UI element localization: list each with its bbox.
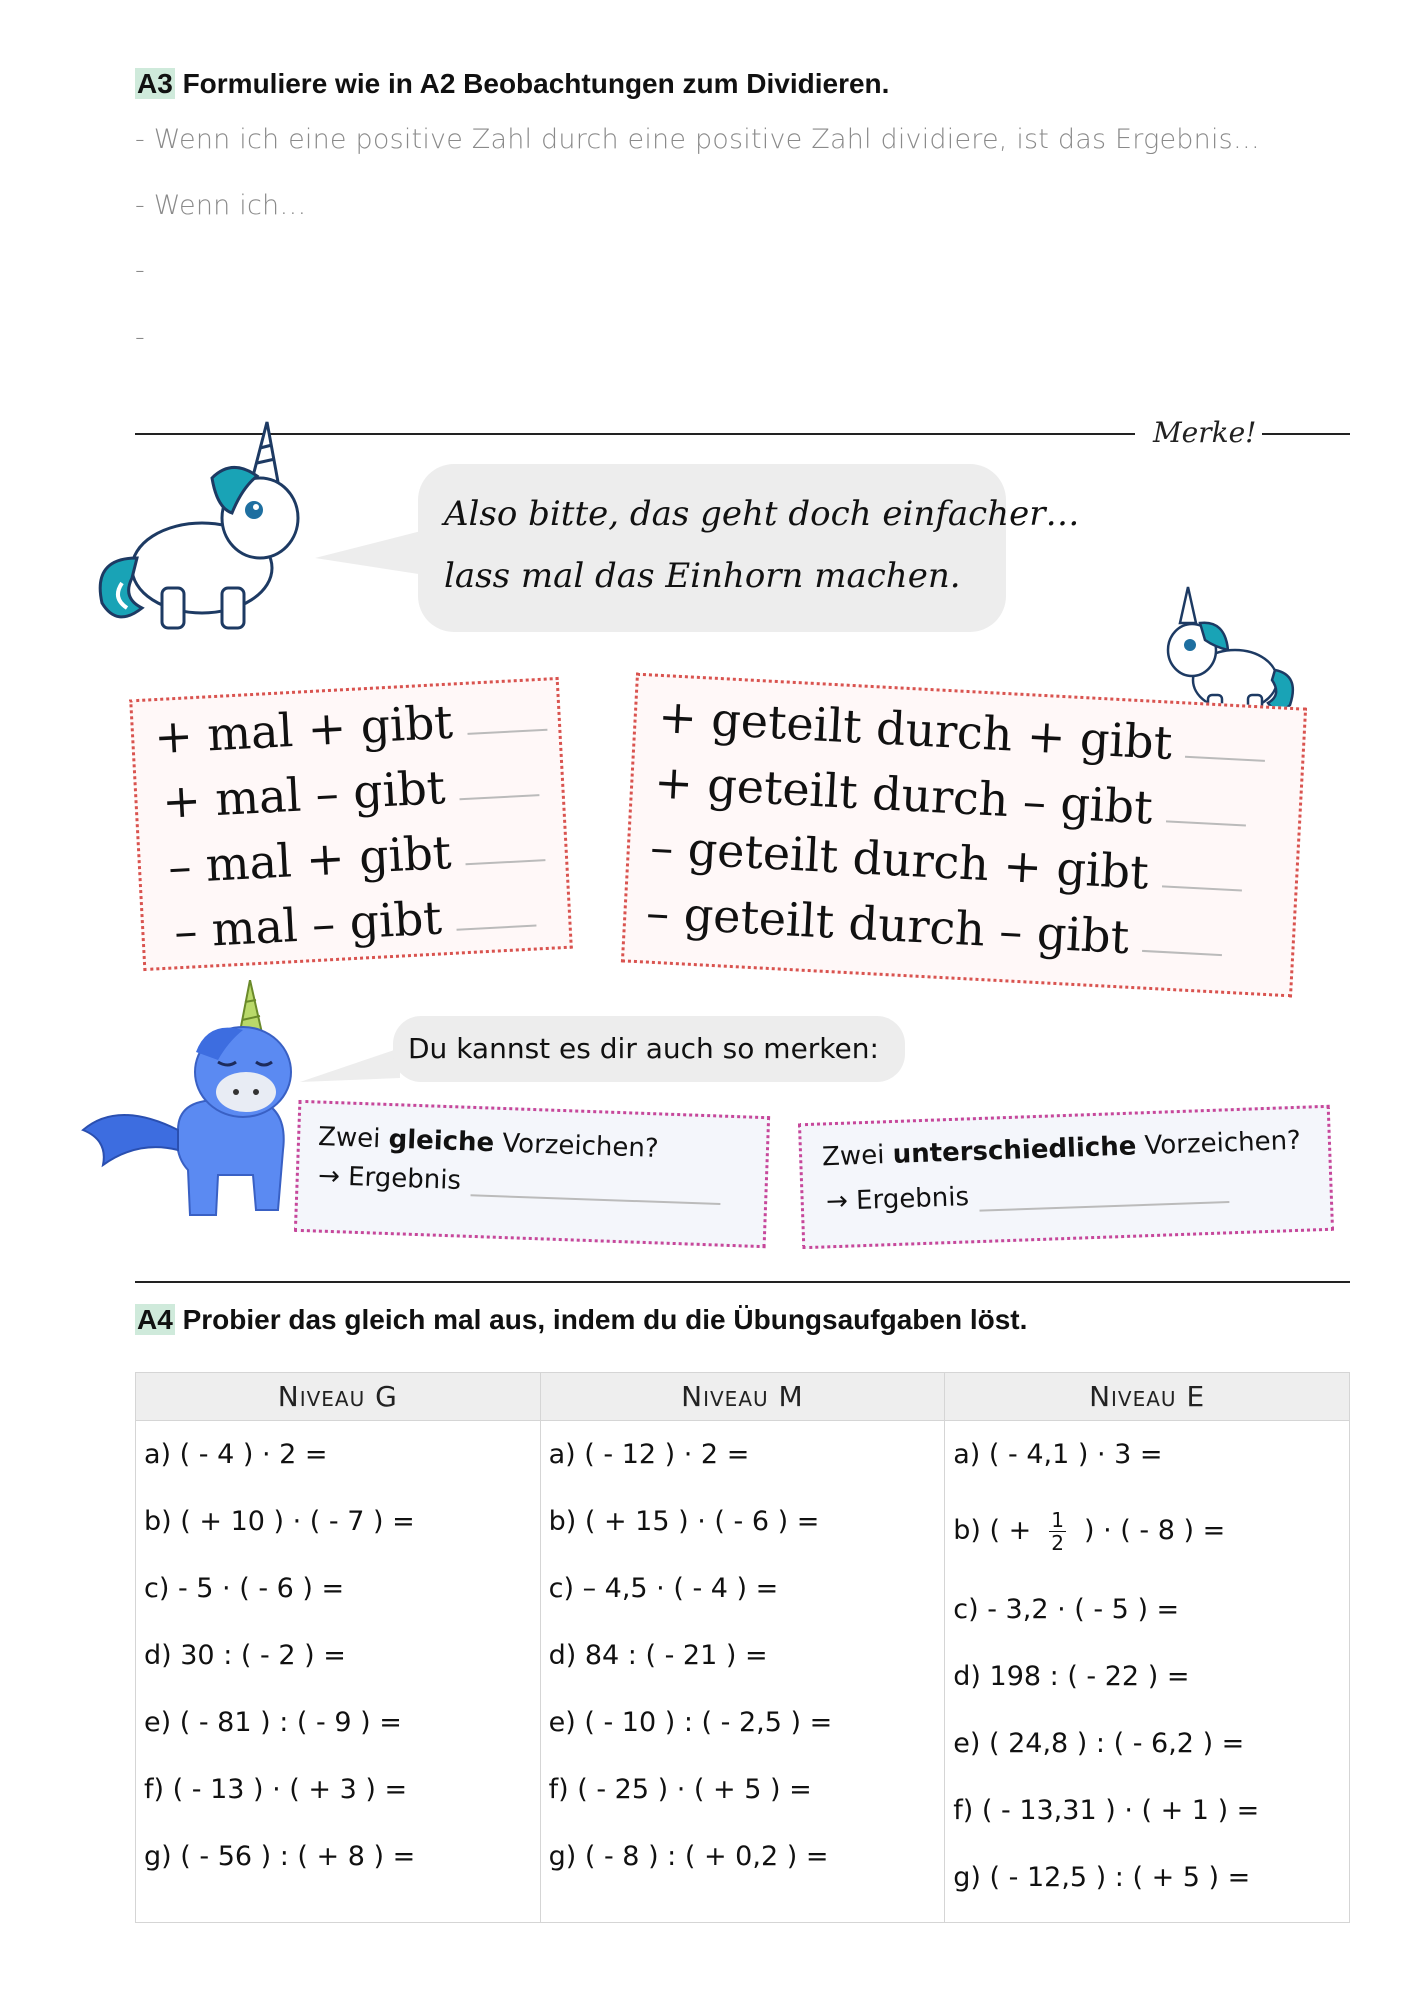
merke-divider-right xyxy=(1262,433,1350,435)
task-m-c: c) – 4,5 · ( - 4 ) = xyxy=(548,1573,779,1604)
task-g-b: b) ( + 10 ) · ( - 7 ) = xyxy=(144,1506,415,1537)
a4-tag: A4 xyxy=(137,1304,173,1335)
level-e-label: Niveau xyxy=(1089,1380,1177,1413)
task-m-b: b) ( + 15 ) · ( - 6 ) = xyxy=(548,1506,820,1537)
geteilt-rule-3-text: – geteilt durch + gibt xyxy=(648,819,1150,900)
task-e-f: f) ( - 13,31 ) · ( + 1 ) = xyxy=(953,1795,1260,1826)
task-e-g: g) ( - 12,5 ) : ( + 5 ) = xyxy=(953,1862,1251,1893)
same-sign-bold: gleiche xyxy=(388,1124,495,1159)
task-e-b xyxy=(953,1496,1349,1584)
a4-heading xyxy=(135,1304,1027,1336)
geteilt-rule-1-text: + geteilt durch + gibt xyxy=(657,689,1174,770)
bubble-line-2: lass mal das Einhorn machen. xyxy=(444,556,961,596)
a3-title: Formuliere wie in A2 Beobachtungen zum Dividieren. xyxy=(174,68,890,99)
fraction-numerator: 1 xyxy=(1051,1508,1064,1532)
mal-rule-4-blank xyxy=(455,907,536,931)
level-header-g xyxy=(136,1373,541,1421)
level-m-letter: M xyxy=(778,1380,804,1413)
a3-line-2: - Wenn ich… xyxy=(135,190,307,221)
task-e-b-prefix: b) ( + xyxy=(953,1515,1032,1546)
section-divider xyxy=(135,1281,1350,1283)
a4-title: Probier das gleich mal aus, indem du die Übungsaufgaben löst. xyxy=(174,1304,1028,1335)
task-m-e: e) ( - 10 ) : ( - 2,5 ) = xyxy=(548,1707,833,1738)
task-g-d: d) 30 : ( - 2 ) = xyxy=(144,1640,346,1671)
task-g-c: c) - 5 · ( - 6 ) = xyxy=(144,1573,345,1604)
level-header-m xyxy=(540,1373,945,1421)
task-e-b-suffix: ) · ( - 8 ) = xyxy=(1084,1515,1226,1546)
task-g-f: f) ( - 13 ) · ( + 3 ) = xyxy=(144,1774,408,1805)
a3-line-4: - xyxy=(135,322,145,353)
different-sign-result-text: → Ergebnis xyxy=(825,1182,970,1218)
bubble-line-1: Also bitte, das geht doch einfacher… xyxy=(444,494,1080,534)
a3-line-3: - xyxy=(135,255,145,286)
mal-rule-2-blank xyxy=(459,776,540,800)
task-m-g: g) ( - 8 ) : ( + 0,2 ) = xyxy=(548,1841,829,1872)
merke-label: Merke! xyxy=(1153,416,1257,449)
task-g-g: g) ( - 56 ) : ( + 8 ) = xyxy=(144,1841,416,1872)
level-g-tasks xyxy=(136,1421,541,1923)
task-e-e: e) ( 24,8 ) : ( - 6,2 ) = xyxy=(953,1728,1245,1759)
exercise-table xyxy=(135,1372,1350,1923)
mal-rule-3-blank xyxy=(465,841,546,865)
level-e-letter: E xyxy=(1186,1380,1206,1413)
task-e-a: a) ( - 4,1 ) · 3 = xyxy=(953,1439,1163,1470)
geteilt-rule-4-blank xyxy=(1142,932,1223,956)
same-sign-suffix: Vorzeichen? xyxy=(493,1128,660,1164)
task-m-f: f) ( - 25 ) · ( + 5 ) = xyxy=(548,1774,812,1805)
level-g-label: Niveau xyxy=(277,1380,366,1413)
a3-tag: A3 xyxy=(137,68,173,99)
task-m-a: a) ( - 12 ) · 2 = xyxy=(548,1439,750,1470)
bubble-tail-top xyxy=(315,520,425,580)
geteilt-rule-2-text: + geteilt durch – gibt xyxy=(652,754,1154,835)
same-sign-prefix: Zwei xyxy=(317,1122,390,1155)
speech-bubble-top xyxy=(418,464,1006,632)
task-g-e: e) ( - 81 ) : ( - 9 ) = xyxy=(144,1707,402,1738)
level-m-label: Niveau xyxy=(681,1380,769,1413)
mal-rule-4-text: – mal – gibt xyxy=(172,890,444,959)
task-m-d: d) 84 : ( - 21 ) = xyxy=(548,1640,768,1671)
level-e-tasks xyxy=(945,1421,1350,1923)
geteilt-rule-3-blank xyxy=(1162,867,1243,891)
geteilt-rule-4-text: – geteilt durch – gibt xyxy=(644,884,1131,965)
same-sign-result-text: → Ergebnis xyxy=(317,1160,462,1196)
different-sign-prefix: Zwei xyxy=(821,1139,894,1173)
fraction-denominator: 2 xyxy=(1051,1531,1064,1555)
mal-rule-1-blank xyxy=(466,711,547,735)
mal-rule-1-text: + mal + gibt xyxy=(152,694,455,765)
tip-text: Du kannst es dir auch so merken: xyxy=(408,1032,879,1065)
geteilt-rule-1-blank xyxy=(1185,738,1266,762)
level-g-letter: G xyxy=(375,1380,398,1413)
level-m-tasks xyxy=(540,1421,945,1923)
task-e-b-fraction xyxy=(1049,1509,1066,1554)
a3-line-1: - Wenn ich eine positive Zahl durch eine positive Zahl dividiere, ist das Ergebnis… xyxy=(135,124,1261,155)
mal-rule-3-text: – mal + gibt xyxy=(166,825,453,894)
geteilt-rule-2-blank xyxy=(1166,802,1247,826)
task-e-c: c) - 3,2 · ( - 5 ) = xyxy=(953,1594,1180,1625)
unicorn-blue-icon xyxy=(78,980,308,1235)
a3-heading xyxy=(135,68,889,100)
different-sign-bold: unterschiedliche xyxy=(892,1131,1137,1170)
unicorn-top-icon xyxy=(92,418,302,638)
task-g-a: a) ( - 4 ) · 2 = xyxy=(144,1439,328,1470)
different-sign-suffix: Vorzeichen? xyxy=(1135,1125,1302,1162)
bubble-tail-tip xyxy=(300,1040,400,1090)
mal-rule-2-text: + mal – gibt xyxy=(160,760,447,829)
level-header-e xyxy=(945,1373,1350,1421)
task-e-d: d) 198 : ( - 22 ) = xyxy=(953,1661,1190,1692)
